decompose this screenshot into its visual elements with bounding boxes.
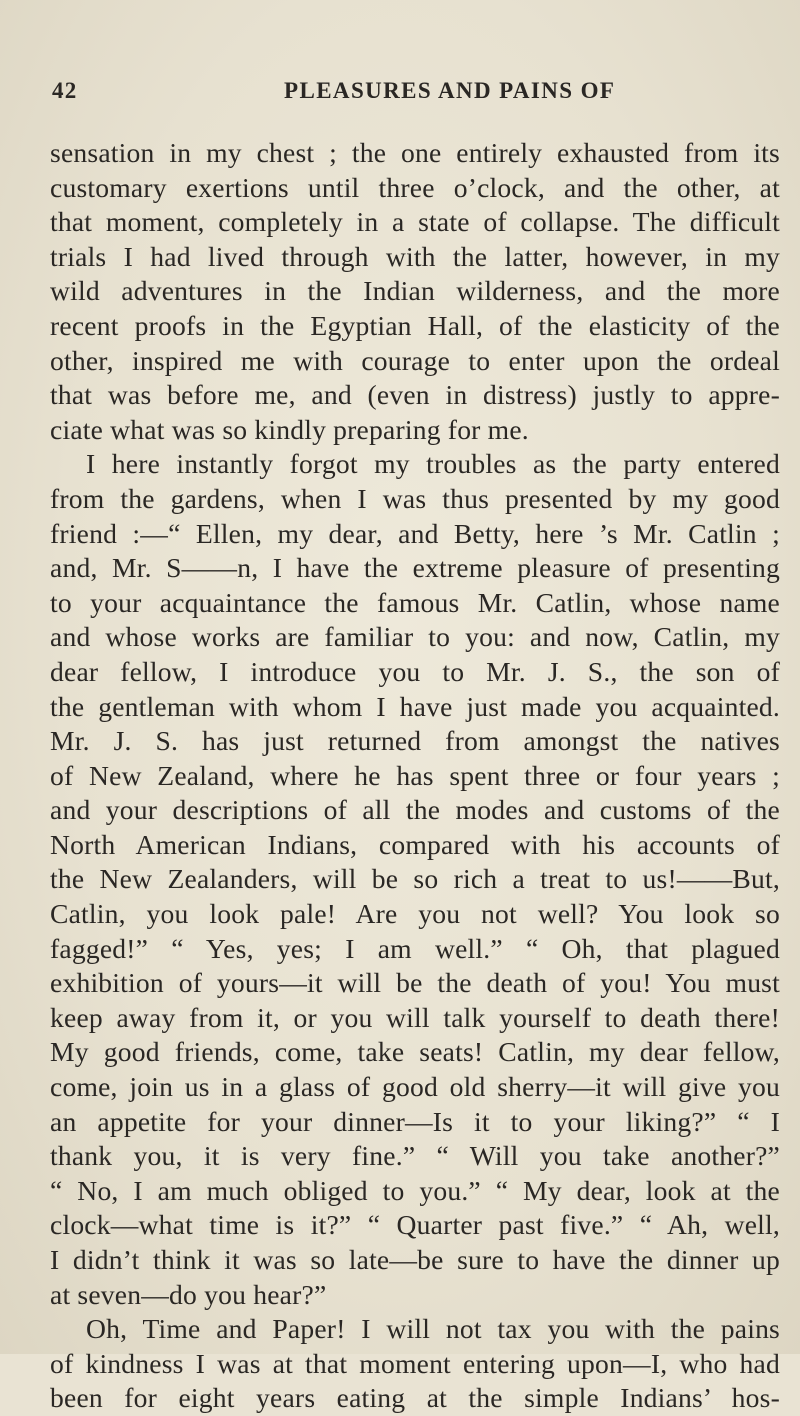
text-line: other, inspired me with courage to enter upon the ordeal [50,344,780,376]
text-line: and, Mr. S——n, I have the extreme pleasure of presenting [50,552,780,584]
text-line: and whose works are familiar to you: and now, Catlin, my [50,621,780,653]
text-line: been for eight years eating at the simple Indians’ hos- [50,1382,780,1414]
text-line: and your descriptions of all the modes and customs of the [50,794,780,826]
text-line: fagged!” “ Yes, yes; I am well.” “ Oh, that plagued [50,932,780,964]
text-line: that moment, completely in a state of collapse. The difficult [50,206,780,238]
text-line: the gentleman with whom I have just made you acquainted. [50,690,780,722]
text-line: keep away from it, or you will talk yourself to death there! [50,1001,780,1033]
text-line: come, join us in a glass of good old sherry—it will give you [50,1071,780,1103]
body-text [50,136,780,1416]
text-line: from the gardens, when I was thus presented by my good [50,482,780,514]
text-line: thank you, it is very fine.” “ Will you take another?” [50,1140,780,1172]
running-title: PLEASURES AND PAINS OF [284,78,616,103]
text-line: North American Indians, compared with his accounts of [50,828,780,860]
text-line: ciate what was so kindly preparing for me. [50,413,529,445]
text-line: clock—what time is it?” “ Quarter past five.” “ Ah, well, [50,1209,780,1241]
text-line: My good friends, come, take seats! Catlin, my dear fellow, [50,1036,780,1068]
text-line: Oh, Time and Paper! I will not tax you with the pains [86,1313,780,1345]
text-line: customary exertions until three o’clock, and the other, at [50,171,780,203]
text-line: Mr. J. S. has just returned from amongst the natives [50,725,780,757]
text-line: I here instantly forgot my troubles as the party entered [86,448,780,480]
text-line: Catlin, you look pale! Are you not well? You look so [50,898,780,930]
text-line: dear fellow, I introduce you to Mr. J. S., the son of [50,655,780,687]
text-line: recent proofs in the Egyptian Hall, of the elasticity of the [50,309,780,341]
text-line: at seven—do you hear?” [50,1278,327,1310]
text-line: of New Zealand, where he has spent three or four years ; [50,759,780,791]
text-line: exhibition of yours—it will be the death of you! You must [50,967,780,999]
text-line: to your acquaintance the famous Mr. Catlin, whose name [50,586,780,618]
text-line: wild adventures in the Indian wilderness, and the more [50,275,780,307]
text-line: “ No, I am much obliged to you.” “ My dear, look at the [50,1174,780,1206]
text-line: sensation in my chest ; the one entirely exhausted from its [50,137,780,168]
text-line: an appetite for your dinner—Is it to your liking?” “ I [50,1105,780,1137]
text-line: trials I had lived through with the latter, however, in my [50,240,780,272]
text-line: of kindness I was at that moment entering upon—I, who had [50,1347,780,1379]
page-number: 42 [52,78,78,103]
text-line: friend :—“ Ellen, my dear, and Betty, here ’s Mr. Catlin ; [50,517,780,549]
text-line: that was before me, and (even in distress) justly to appre- [50,379,780,411]
text-line: I didn’t think it was so late—be sure to have the dinner up [50,1244,780,1275]
page-header [52,78,760,114]
text-line: the New Zealanders, will be so rich a treat to us!——But, [50,863,780,895]
